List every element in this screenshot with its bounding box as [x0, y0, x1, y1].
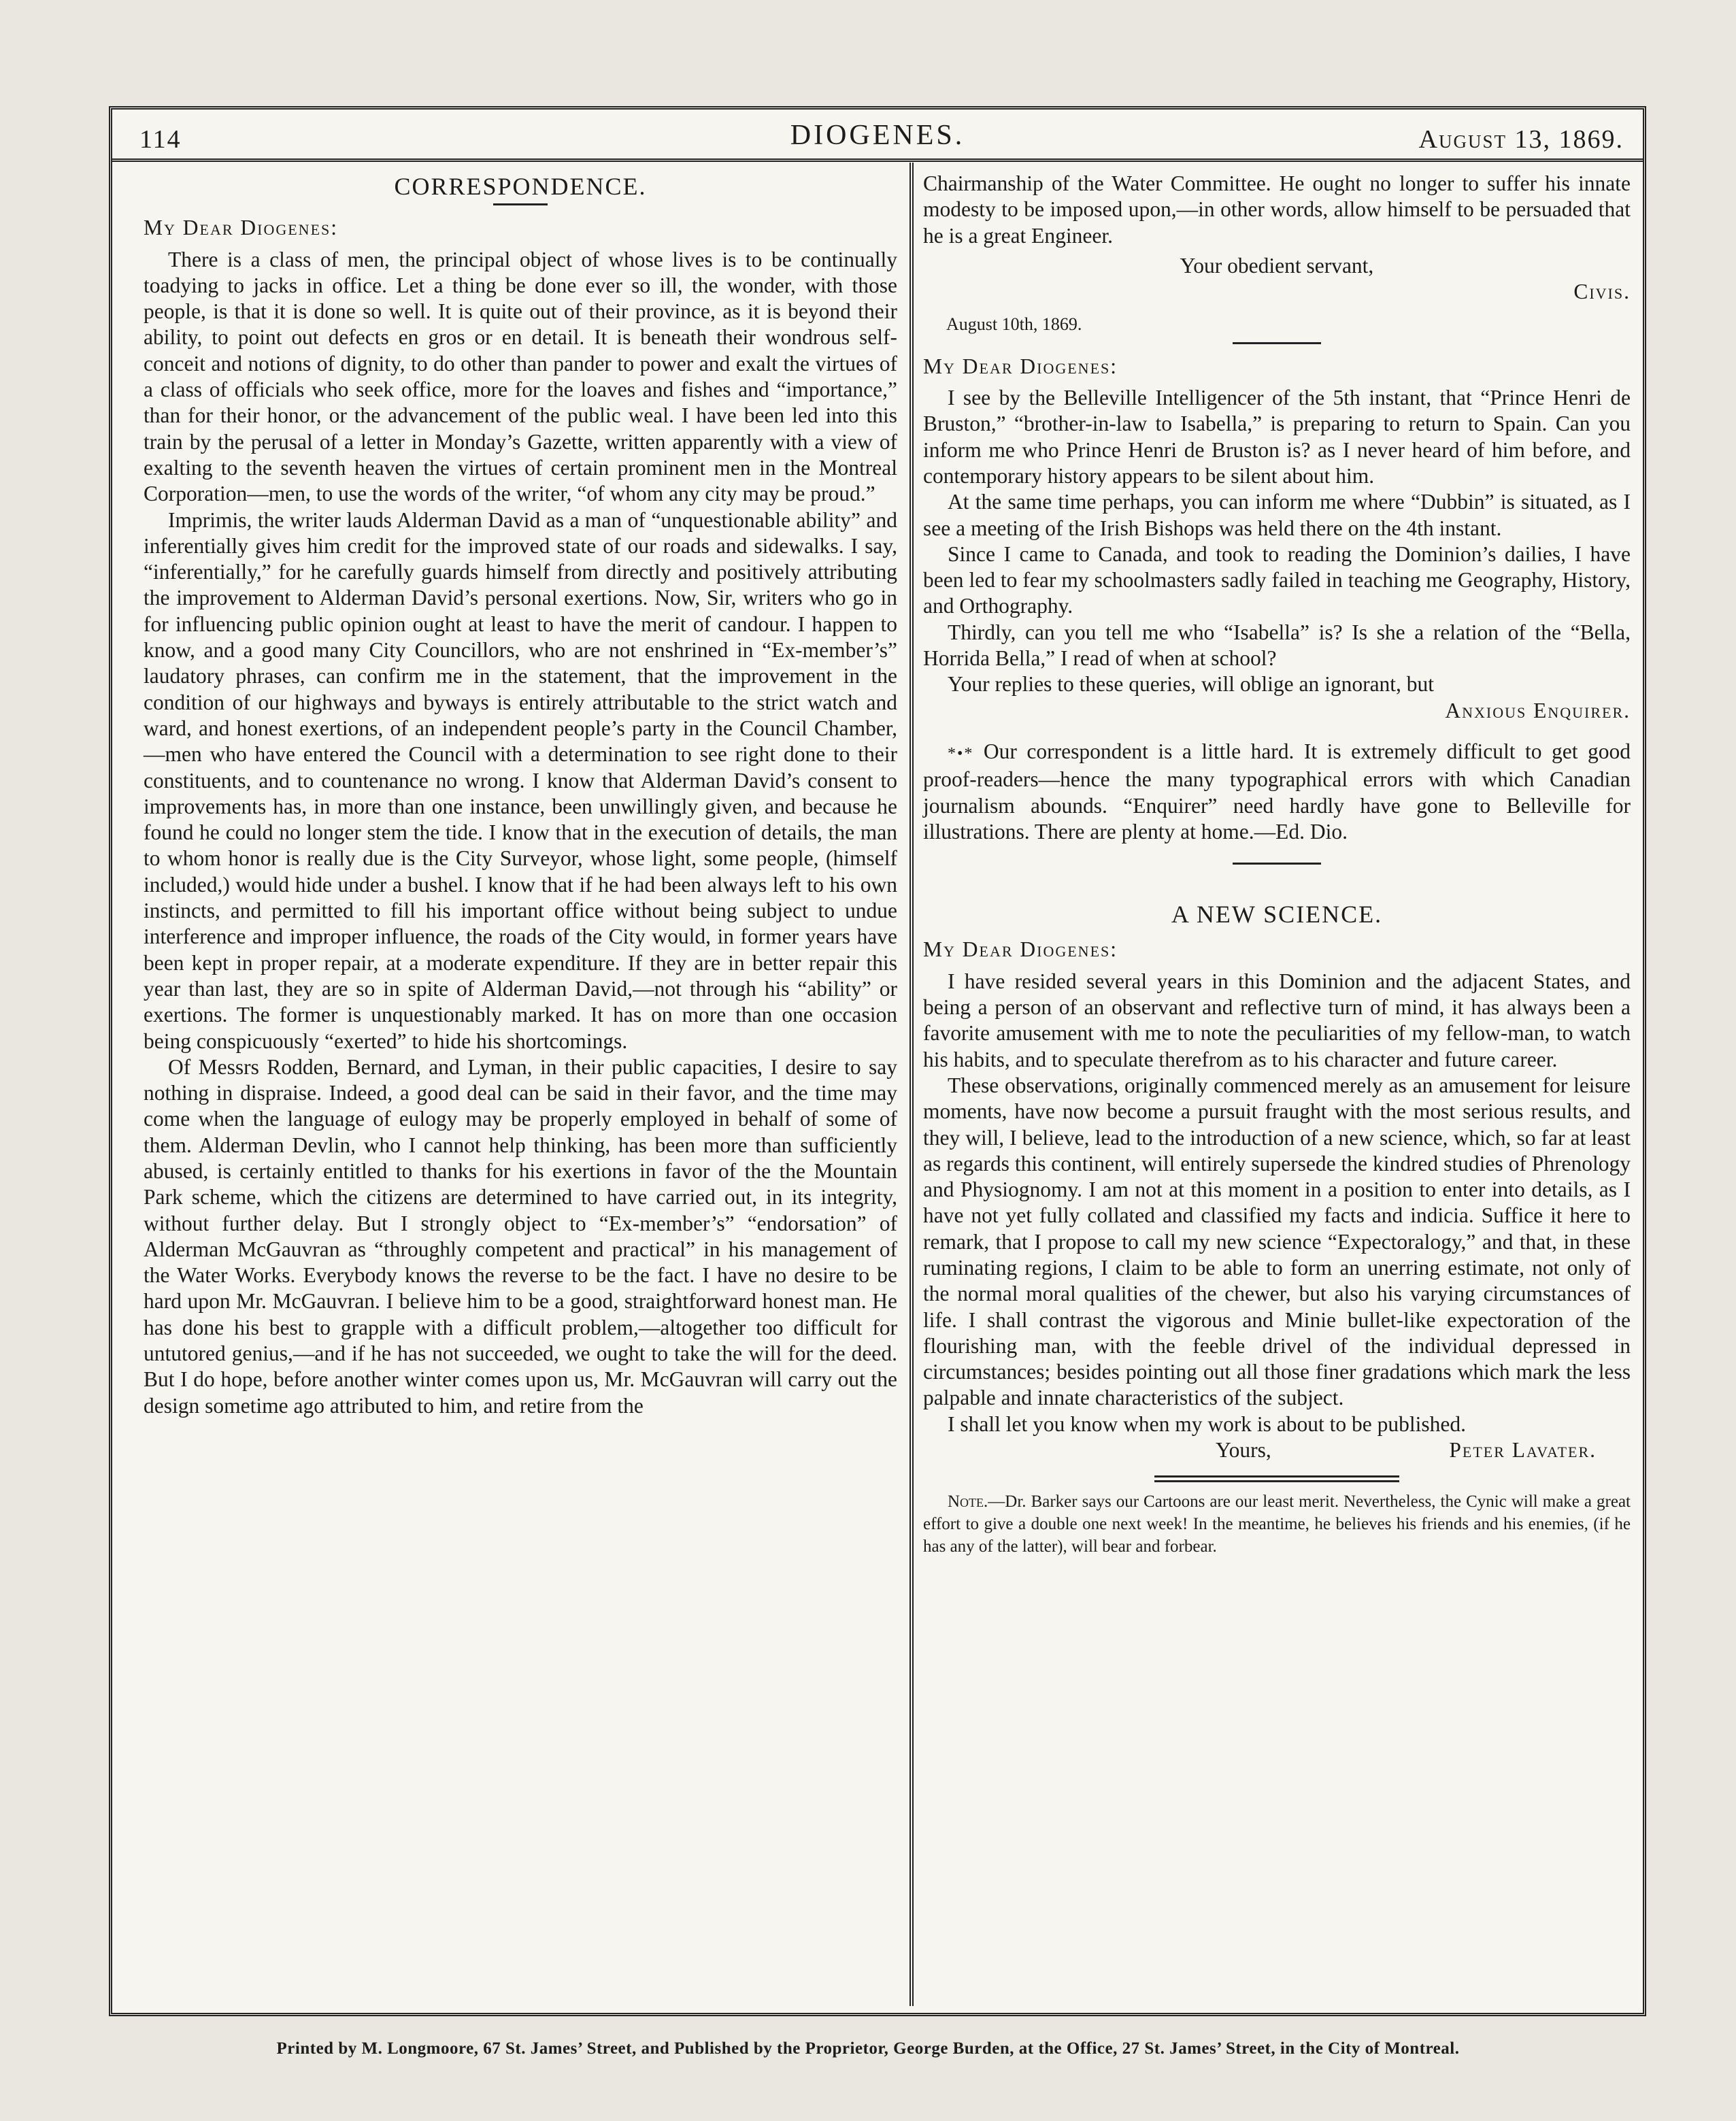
sign-off-line — [923, 1437, 1631, 1463]
letter-date: August 10th, 1869. — [946, 314, 1082, 335]
editor-note-text: Our correspondent is a little hard. It is extremely difficult to get good proof-readers—hence the many typographical errors with which Canadian journalism abounds. “Enquirer” need hardly have gone to Belleville for illustrations. There are plenty at home.—Ed. Dio. — [923, 739, 1631, 844]
letter-paragraph: I see by the Belleville Intelligencer of the 5th instant, that “Prince Henri de Bruston,” “brother-in-law to Isabella,” is preparing to return to Spain. Can you inform me who Prince Henri de Bruston is? as I never heard of him before, and contemporary history appears to be silent about him. — [923, 386, 1631, 488]
letter-paragraph: I shall let you know when my work is about to be published. — [948, 1412, 1467, 1436]
sign-off-yours: Yours, — [1216, 1438, 1271, 1463]
right-column — [923, 171, 1631, 1999]
separator-rule — [1233, 863, 1321, 865]
salutation: My Dear Diogenes: — [923, 354, 1118, 378]
asterism-mark: *•* — [948, 744, 974, 763]
signature-civis: Civis. — [1573, 280, 1631, 304]
section-title-new-science: A NEW SCIENCE. — [1171, 901, 1383, 929]
signature-anxious-enquirer: Anxious Enquirer. — [1445, 698, 1631, 722]
double-rule — [1154, 1475, 1399, 1482]
page-frame — [109, 106, 1646, 2016]
separator-rule — [1233, 342, 1321, 344]
letter-paragraph: Of Messrs Rodden, Bernard, and Lyman, in their public capacities, I desire to say nothing in dispraise. Indeed, a good deal can be said in their favor, and the time may come when the language of eulogy may be properly employed in behalf of some of them. Alderman Devlin, who I cannot help thinking, has been more than sufficiently abused, is certainly entitled to thanks for his exertions in favor of the the Mountain Park scheme, which the citizens are determined to have carried out, in its integrity, without further delay. But I strongly object to “Ex-member’s” “endorsation” of Alderman McGauvran as “throughly competent and practical” in his management of the Water Works. Everybody knows the reverse to be the fact. I have no desire to be hard upon Mr. McGauvran. I believe him to be a good, straightforward honest man. He has done his best to grapple with a difficult problem,—altogether too difficult for untutored genius,—and if he has not succeeded, we ought to take the will for the deed. But I do hope, before another winter comes upon us, Mr. McGauvran will carry out the design sometime ago attributed to him, and retire from the — [144, 1054, 897, 1418]
letter-paragraph: There is a class of men, the principal object of whose lives is to be continually toadying to jacks in office. Let a thing be done ever so ill, the wonder, with those people, is that it is done so well. It is quite out of their province, as it is beyond their ability, to point out defects en gros or en detail. It is beneath their wondrous self-conceit and notions of dignity, to do other than pander to power and exalt the virtues of a class of officials who seek office, more for the loaves and fishes and “importance,” than for their honor, or the advancement of the public weal. I have been led into this train by the perusal of a letter in Monday’s Gazette, written apparently with a view of exalting to the seventh heaven the virtues of certain prominent men in the Montreal Corporation—men, to use the words of the writer, “of whom any city may be proud.” — [144, 247, 897, 506]
salutation: My Dear Diogenes: — [144, 216, 338, 240]
left-column — [144, 171, 897, 1999]
letter-paragraph: I have resided several years in this Dominion and the adjacent States, and being a person of an observant and reflective turn of mind, it has always been a favorite amusement with me to note the peculiarities of my fellow-man, to watch his habits, and to speculate therefrom as to his character and future career. — [923, 969, 1631, 1071]
page-header — [112, 110, 1643, 162]
title-rule — [493, 203, 548, 205]
letter-paragraph-continued: Chairmanship of the Water Committee. He ought no longer to suffer his innate modesty to be imposed upon,—in other words, allow himself to be persuaded that he is a great Engineer. — [923, 171, 1631, 248]
salutation: My Dear Diogenes: — [923, 937, 1118, 962]
publisher-note — [923, 1490, 1631, 1558]
letter-paragraph: At the same time perhaps, you can inform me where “Dubbin” is situated, as I see a meeting of the Irish Bishops was held there on the 4th instant. — [923, 490, 1631, 540]
page-number: 114 — [139, 125, 182, 154]
masthead-title: DIOGENES. — [790, 120, 965, 151]
note-text: —Dr. Barker says our Cartoons are our least merit. Nevertheless, the Cynic will make a great effort to give a double one next week! In the meantime, he believes his friends and his enemies, (if he has any of the latter), will bear and forbear. — [923, 1492, 1631, 1556]
editor-note — [923, 739, 1631, 845]
note-label: Note. — [948, 1492, 988, 1512]
letter-paragraph: These observations, originally commenced merely as an amusement for leisure moments, have now become a pursuit fraught with the most serious results, and they will, I believe, lead to the introduction of a new science, which, so far at least as regards this continent, will entirely supersede the kindred studies of Phrenology and Physiognomy. I am not at this moment in a position to enter into details, as I have not yet fully collated and classified my facts and indicia. Suffice it here to remark, that I propose to call my new science “Expectoralogy,” and that, in these ruminating regions, I claim to be able to form an unerring estimate, not only of the normal moral qualities of the chewer, but also his varying circumstances of life. I shall contrast the vigorous and Minie bullet-like expectoration of the flourishing man, with the feeble drivel of the individual depressed in circumstances; besides pointing out all those finer gradations which mark the less palpable and innate characteristics of the subject. — [923, 1073, 1631, 1410]
letter-paragraph: Since I came to Canada, and took to reading the Dominion’s dailies, I have been led to fear my schoolmasters sadly failed in teaching me Geography, History, and Orthography. — [923, 541, 1631, 618]
signature-peter-lavater: Peter Lavater. — [1449, 1438, 1597, 1463]
letter-closing: Your obedient servant, — [1180, 253, 1374, 278]
letter-paragraph: Imprimis, the writer lauds Alderman David as a man of “unquestionable ability” and inferentially gives him credit for the improved state of our roads and sidewalks. I say, “inferentially,” for he carefully guards himself from directly and positively attributing the improvement to Alderman David’s personal exertions. Now, Sir, writers who go in for influencing public opinion ought at least to have the merit of candour. I happen to know, and a good many City Councillors, who are not enshrined in “Ex-member’s” laudatory phrases, can confirm me in the statement, that the improvement in the condition of our highways and byways is entirely attributable to the strict watch and ward, and honest exertions, of an independent people’s party in the Council Chamber,—men who have entered the Council with a determination to see right done to their constituents, and to countenance no wrong. I know that Alderman David’s consent to improvements has, in more than one instance, been unwillingly given, and because he found he could no longer stem the tide. I know that in the execution of details, the man to whom honor is really due is the City Surveyor, whose light, some people, (himself included,) would hide under a bushel. I know that if he had been always left to his own instincts, and permitted to fill his important office without being subject to undue interference and improper influence, the roads of the City would, in former years have been kept in proper repair, at a moderate expenditure. If they are in better repair this year than last, they are so in spite of Alderman David,—not through his “ability” or exertions. The former is unquestionably marked. It has on more than one occasion being conspicuously “exerted” to hide his shortcomings. — [144, 507, 897, 1053]
letter-paragraph: Thirdly, can you tell me who “Isabella” is? Is she a relation of the “Bella, Horrida Bella,” I read of when at school? — [923, 620, 1631, 671]
issue-date: August 13, 1869. — [1418, 125, 1624, 154]
printer-imprint: Printed by M. Longmoore, 67 St. James’ Street, and Published by the Proprietor, George Burden, at the Office, 27 St. James’ Street, in the City of Montreal. — [276, 2039, 1460, 2058]
letter-paragraph: Your replies to these queries, will oblige an ignorant, but — [948, 672, 1435, 697]
column-divider — [909, 163, 914, 2006]
section-title-correspondence: CORRESPONDENCE. — [394, 173, 647, 200]
spacer — [923, 874, 1631, 899]
